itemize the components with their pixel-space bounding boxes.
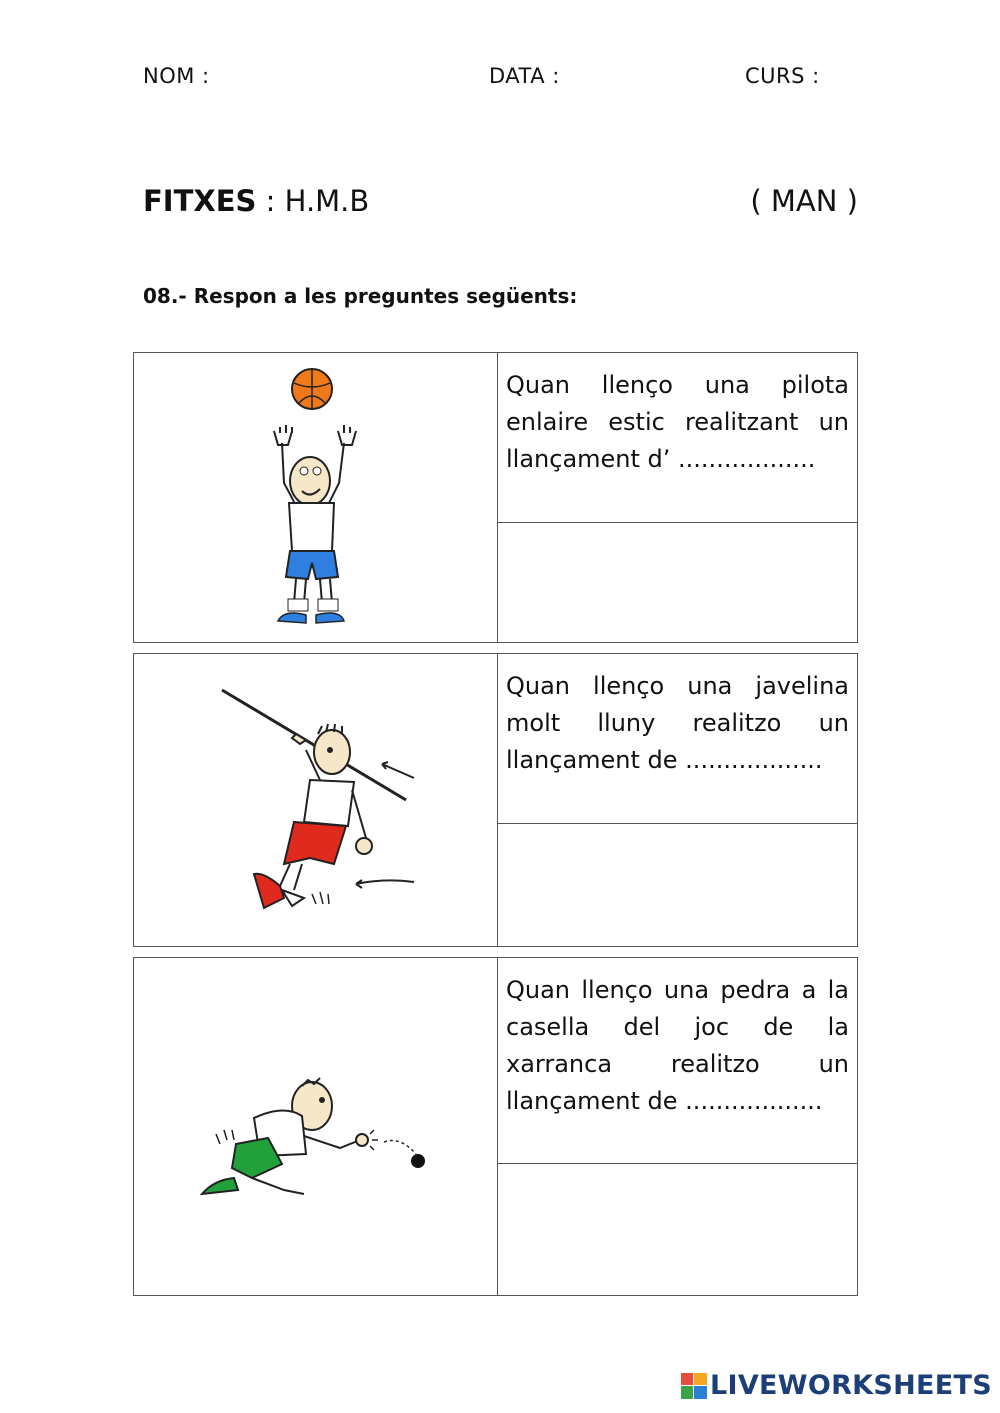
illustration-panel-1 — [134, 353, 498, 642]
question-text-1: Quan llenço una pilota enlaire estic realitzant un llançament d’ .................. — [497, 353, 857, 523]
answer-field-2[interactable] — [497, 824, 857, 946]
title-tag: ( MAN ) — [750, 184, 858, 218]
name-label: NOM : — [143, 64, 210, 88]
logo-text: LIVEWORKSHEETS — [709, 1370, 992, 1401]
question-box-2 — [133, 653, 858, 947]
question-box-1 — [133, 352, 858, 643]
liveworksheets-logo[interactable] — [681, 1370, 992, 1401]
date-label: DATA : — [489, 64, 560, 88]
title-label: FITXES — [143, 184, 257, 218]
liveworksheets-logo-icon — [681, 1373, 707, 1399]
ball-throw-illustration — [134, 353, 497, 642]
answer-field-1[interactable] — [497, 523, 857, 642]
illustration-panel-3 — [134, 958, 498, 1295]
worksheet-title — [143, 184, 858, 218]
instruction: 08.- Respon a les preguntes següents: — [143, 284, 578, 308]
question-text-2: Quan llenço una javelina molt lluny realitzo un llançament de .................. — [497, 654, 857, 824]
title-subject: : H.M.B — [256, 184, 370, 218]
question-text-3: Quan llenço una pedra a la casella del joc de la xarranca realitzo un llançament de .................. — [497, 958, 857, 1164]
question-box-3 — [133, 957, 858, 1296]
answer-field-3[interactable] — [497, 1164, 857, 1295]
javelin-throw-illustration — [134, 654, 497, 946]
hopscotch-throw-illustration — [134, 958, 497, 1295]
course-label: CURS : — [745, 64, 820, 88]
illustration-panel-2 — [134, 654, 498, 946]
